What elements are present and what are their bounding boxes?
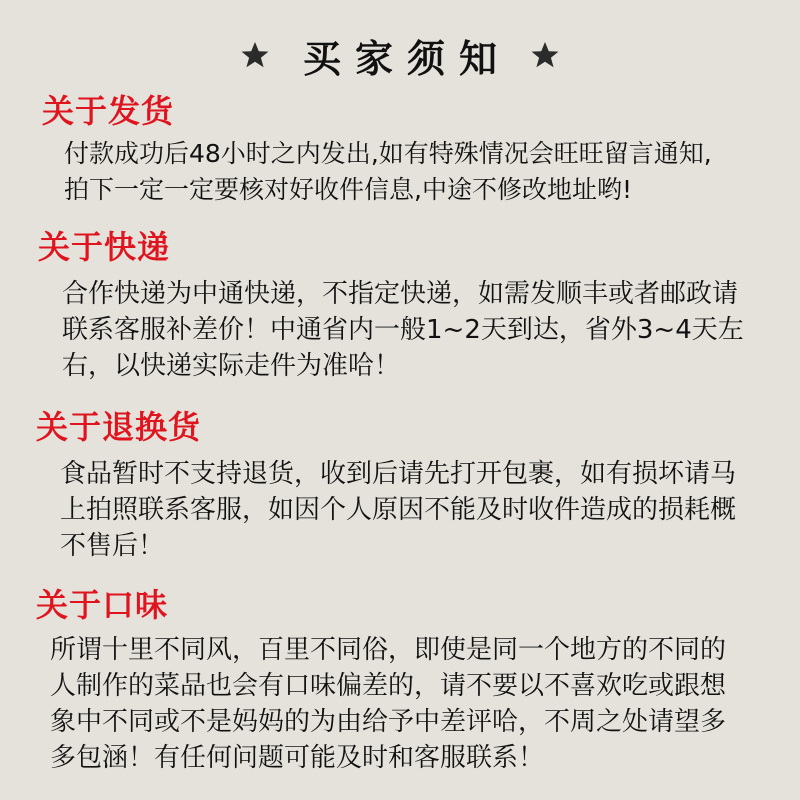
body-line: 所谓十里不同风，百里不同俗，即使是同一个地方的不同的: [50, 635, 727, 665]
body-line: 食品暂时不支持退货，收到后请先打开包裹，如有损坏请马: [60, 459, 737, 489]
star-icon: [239, 39, 271, 71]
section-heading-courier: 关于快递: [38, 228, 171, 266]
section-heading-returns: 关于退换货: [36, 408, 202, 446]
body-line: 上拍照联系客服，如因个人原因不能及时收件造成的损耗概: [60, 495, 737, 525]
notice-header: [0, 30, 800, 80]
section-heading-shipping: 关于发货: [42, 92, 175, 130]
body-line: 联系客服补差价！中通省内一般1~2天到达，省外3~4天左: [62, 315, 744, 345]
body-line: 拍下一定一定要核对好收件信息,中途不修改地址哟!: [64, 175, 632, 204]
body-line: 象中不同或不是妈妈的为由给予中差评哈，不周之处请望多: [50, 707, 727, 737]
body-line: 付款成功后48小时之内发出,如有特殊情况会旺旺留言通知,: [64, 139, 712, 168]
section-body-returns: [60, 456, 736, 564]
body-line: 不售后！: [60, 531, 165, 561]
star-icon: [529, 39, 561, 71]
section-body-shipping: [64, 136, 712, 208]
section-body-courier: [62, 276, 744, 384]
body-line: 人制作的菜品也会有口味偏差的，请不要以不喜欢吃或跟想: [50, 671, 727, 701]
body-line: 右，以快递实际走件为准哈！: [62, 351, 401, 381]
section-body-taste: [50, 632, 726, 776]
section-heading-taste: 关于口味: [36, 586, 169, 624]
body-line: 多包涵！有任何问题可能及时和客服联系！: [50, 743, 545, 773]
body-line: 合作快递为中通快递，不指定快递，如需发顺丰或者邮政请: [62, 279, 739, 309]
page-title: 买家须知: [302, 36, 511, 81]
